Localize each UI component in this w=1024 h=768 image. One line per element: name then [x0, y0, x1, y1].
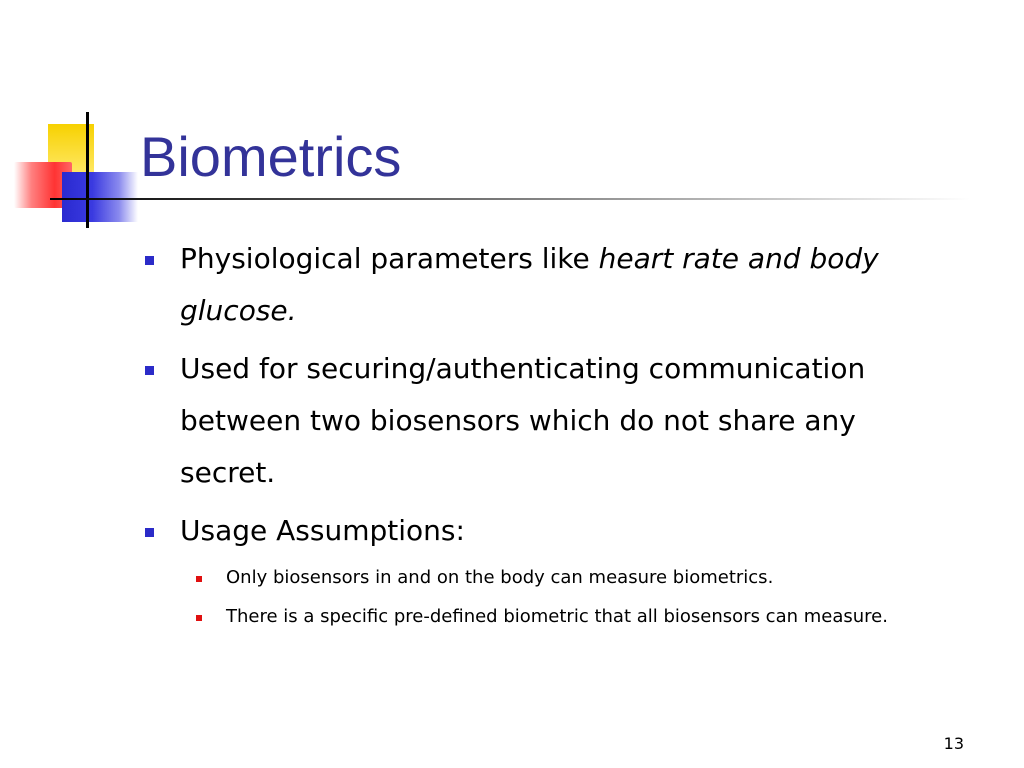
sub-bullet-biosensors-body: Only biosensors in and on the body can measure biometrics. — [226, 567, 774, 588]
slide-title: Biometrics — [140, 125, 402, 188]
logo-blue-square — [62, 172, 138, 222]
square-sub-bullet-icon — [196, 576, 202, 582]
bullet-emphasis: heart rate and body glucose. — [180, 242, 879, 327]
logo-vertical-line — [86, 112, 89, 228]
bullet-physiological — [180, 233, 950, 337]
square-bullet-icon — [145, 528, 154, 537]
square-bullet-icon — [145, 366, 154, 375]
bullet-securing: Used for securing/authenticating communication between two biosensors which do not share any secret. — [180, 352, 866, 489]
sub-bullet-predefined-biometric: There is a specific pre-defined biometric that all biosensors can measure. — [226, 606, 888, 627]
bullet-usage-assumptions: Usage Assumptions: — [180, 514, 465, 547]
square-bullet-icon — [145, 256, 154, 265]
bullet-text: Physiological parameters like — [180, 242, 599, 275]
title-underline — [50, 198, 970, 200]
slide-number: 13 — [943, 734, 964, 753]
square-sub-bullet-icon — [196, 615, 202, 621]
